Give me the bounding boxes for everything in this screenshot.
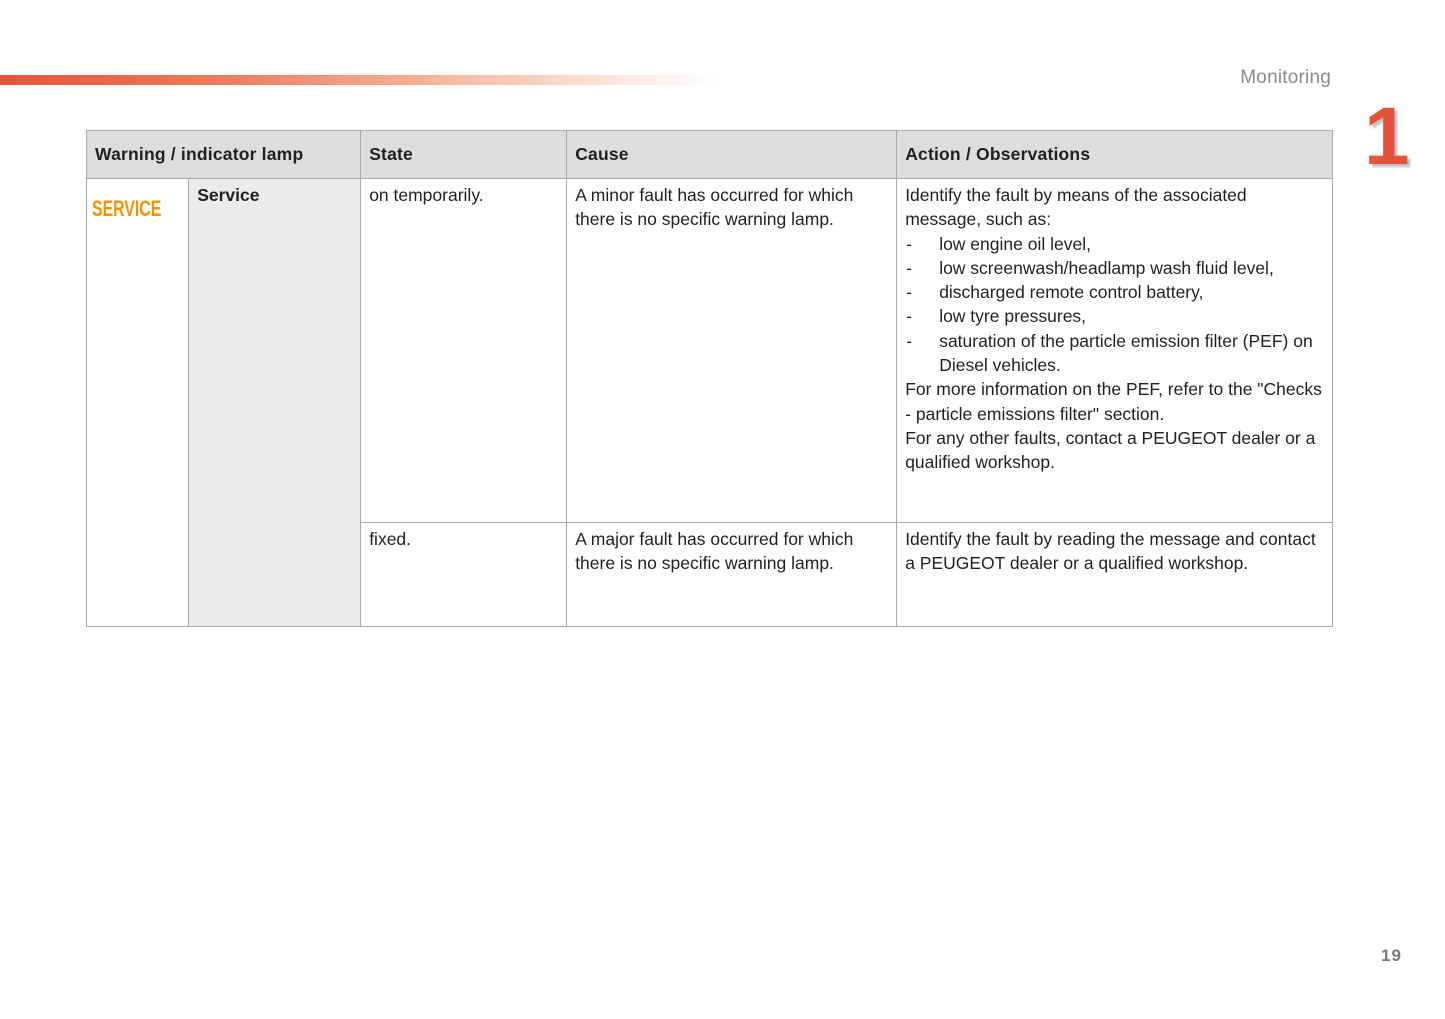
header-cause: Cause [567,131,897,179]
lamp-icon-cell [87,179,189,627]
list-item: - discharged remote control battery, [905,280,1324,304]
action-intro: Identify the fault by means of the associated message, such as: [905,185,1247,230]
other-faults-note: For any other faults, contact a PEUGEOT dealer or a qualified workshop. [905,427,1316,473]
section-title: Monitoring [1240,67,1331,88]
warning-lamp-table [86,130,1333,627]
list-item: - low engine oil level, [905,232,1324,256]
cause-cell: A minor fault has occurred for which there is no specific warning lamp. [567,179,897,523]
header-accent-bar [0,75,720,85]
state-cell: on temporarily. [361,179,567,523]
cause-cell: A major fault has occurred for which there is no specific warning lamp. [567,523,897,627]
action-cell [897,179,1333,523]
header-lamp: Warning / indicator lamp [87,131,361,179]
service-warning-icon: SERVICE [92,196,162,221]
state-cell: fixed. [361,523,567,627]
header-state: State [361,131,567,179]
pef-note: For more information on the PEF, refer to the "Checks - particle emissions filter" section. [905,379,1322,424]
action-cell: Identify the fault by reading the message and contact a PEUGEOT dealer or a qualified workshop. [897,523,1333,627]
header-action: Action / Observations [897,131,1333,179]
chapter-number: 1 [1364,91,1410,182]
lamp-name: Service [189,179,361,627]
list-item: - low screenwash/headlamp wash fluid level, [905,256,1324,280]
page-number: 19 [1381,946,1402,965]
list-item: - saturation of the particle emission filter (PEF) on Diesel vehicles. [905,329,1324,378]
table-row [87,179,1333,523]
list-item: - low tyre pressures, [905,304,1324,328]
fault-list [905,232,1324,378]
table-header-row [87,131,1333,179]
